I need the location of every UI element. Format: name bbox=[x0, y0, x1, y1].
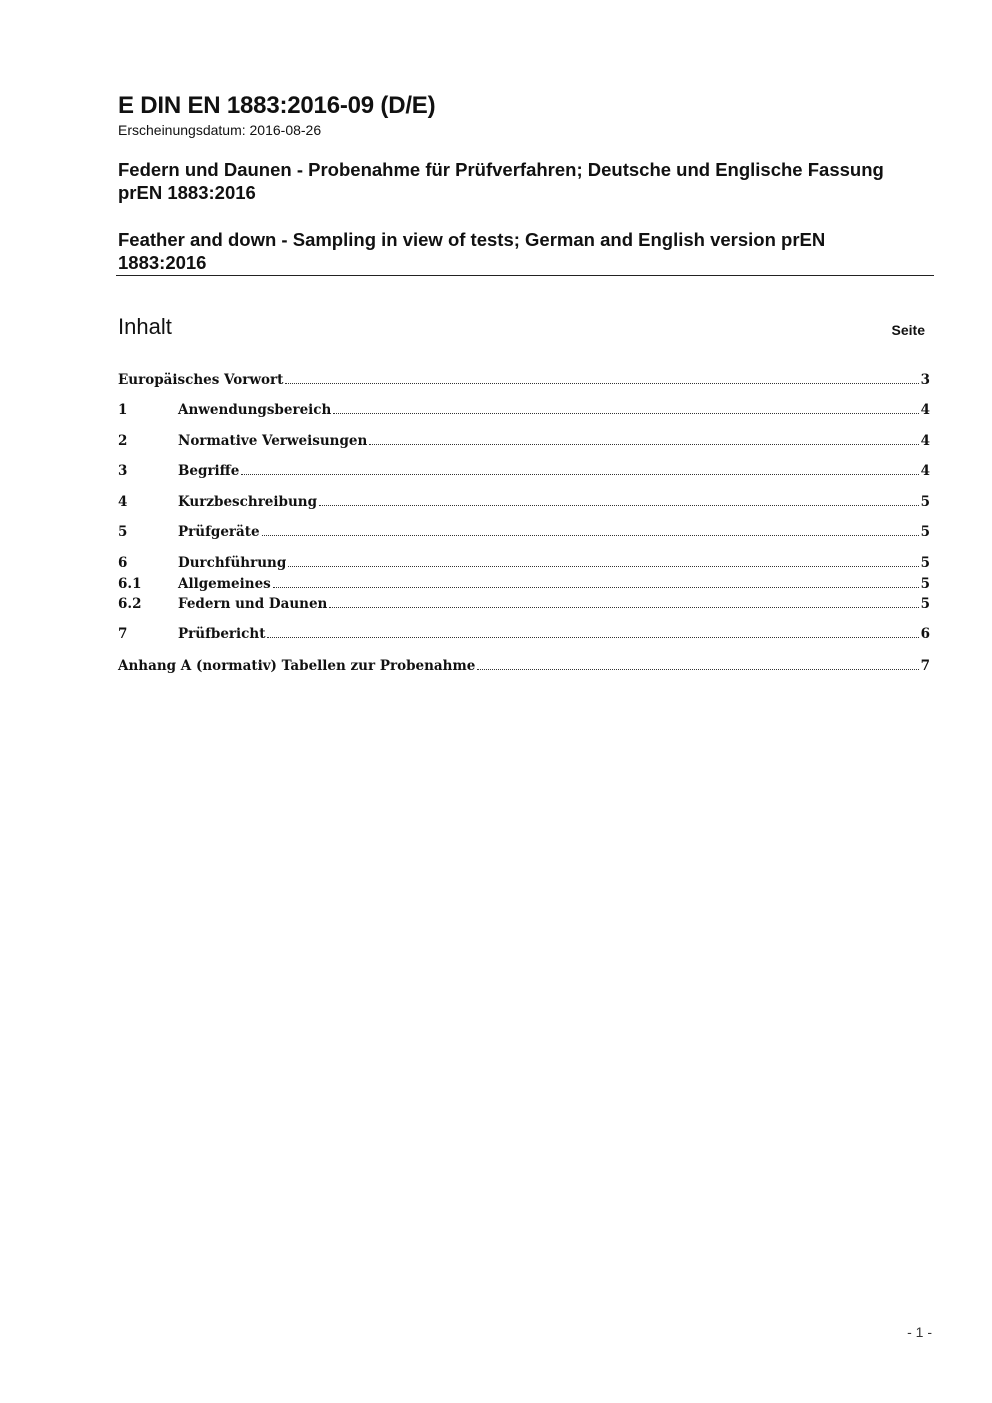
toc-dot-leader bbox=[333, 412, 918, 414]
page-number: - 1 - bbox=[907, 1324, 932, 1340]
toc-entry-label: Normative Verweisungen bbox=[178, 433, 368, 449]
toc-entry[interactable] bbox=[118, 658, 930, 674]
toc-entry-page: 4 bbox=[920, 463, 930, 479]
toc-entry[interactable] bbox=[118, 494, 930, 510]
document-title: E DIN EN 1883:2016-09 (D/E) bbox=[118, 92, 436, 119]
toc-entry-number: 3 bbox=[118, 463, 128, 479]
toc-entry-page: 5 bbox=[920, 555, 930, 571]
toc-heading: Inhalt bbox=[118, 314, 172, 339]
toc-entry-label: Prüfbericht bbox=[178, 626, 266, 642]
toc-page-column-label: Seite bbox=[891, 322, 925, 338]
toc-entry-number: 5 bbox=[118, 524, 128, 540]
toc-entry[interactable] bbox=[118, 433, 930, 449]
toc-dot-leader bbox=[267, 636, 918, 638]
toc-dot-leader bbox=[319, 504, 919, 506]
toc-dot-leader bbox=[241, 473, 918, 475]
toc-entry-number: 7 bbox=[118, 626, 128, 642]
toc-entry[interactable] bbox=[118, 626, 930, 642]
toc-entry[interactable] bbox=[118, 463, 930, 479]
toc-entry[interactable] bbox=[118, 555, 930, 571]
toc-entry-page: 3 bbox=[920, 372, 930, 388]
toc-dot-leader bbox=[329, 606, 918, 608]
toc-entry-number: 2 bbox=[118, 433, 128, 449]
toc-entry[interactable] bbox=[118, 576, 930, 592]
toc-entry-number: 6 bbox=[118, 555, 128, 571]
toc-dot-leader bbox=[477, 668, 918, 670]
toc-entry-page: 4 bbox=[920, 402, 930, 418]
toc-entry-label: Europäisches Vorwort bbox=[118, 372, 284, 388]
toc-entry-label: Anhang A (normativ) Tabellen zur Probenahme bbox=[118, 658, 476, 674]
publication-date: Erscheinungsdatum: 2016-08-26 bbox=[118, 122, 322, 138]
toc-dot-leader bbox=[369, 443, 918, 445]
toc-dot-leader bbox=[262, 534, 919, 536]
toc-entry[interactable] bbox=[118, 596, 930, 612]
toc-entry[interactable] bbox=[118, 372, 930, 388]
title-divider bbox=[116, 275, 934, 276]
toc-entry-number: 6.2 bbox=[118, 596, 142, 612]
toc-entry-page: 5 bbox=[920, 524, 930, 540]
toc-entry-label: Federn und Daunen bbox=[178, 596, 328, 612]
toc-entry-page: 5 bbox=[920, 494, 930, 510]
toc-entry[interactable] bbox=[118, 524, 930, 540]
toc-entry-page: 4 bbox=[920, 433, 930, 449]
toc-entry-label: Kurzbeschreibung bbox=[178, 494, 318, 510]
toc-entry-page: 5 bbox=[920, 596, 930, 612]
toc-entry-label: Allgemeines bbox=[178, 576, 271, 592]
toc-dot-leader bbox=[288, 565, 918, 567]
toc-entry-label: Prüfgeräte bbox=[178, 524, 260, 540]
toc-dot-leader bbox=[285, 382, 918, 384]
toc-entry-page: 5 bbox=[920, 576, 930, 592]
toc-entry-label: Anwendungsbereich bbox=[178, 402, 332, 418]
toc-entry-page: 6 bbox=[920, 626, 930, 642]
toc-entry[interactable] bbox=[118, 402, 930, 418]
toc-entry-number: 4 bbox=[118, 494, 128, 510]
toc-entry-label: Begriffe bbox=[178, 463, 240, 479]
german-title: Federn und Daunen - Probenahme für Prüfverfahren; Deutsche und Englische Fassung prEN 1883:2016 bbox=[118, 159, 884, 203]
toc-entry-label: Durchführung bbox=[178, 555, 287, 571]
english-title: Feather and down - Sampling in view of tests; German and English version prEN 1883:2016 bbox=[118, 229, 826, 273]
toc-entry-page: 7 bbox=[920, 658, 930, 674]
toc-entry-number: 1 bbox=[118, 402, 128, 418]
toc-dot-leader bbox=[273, 586, 919, 588]
toc-entry-number: 6.1 bbox=[118, 576, 142, 592]
